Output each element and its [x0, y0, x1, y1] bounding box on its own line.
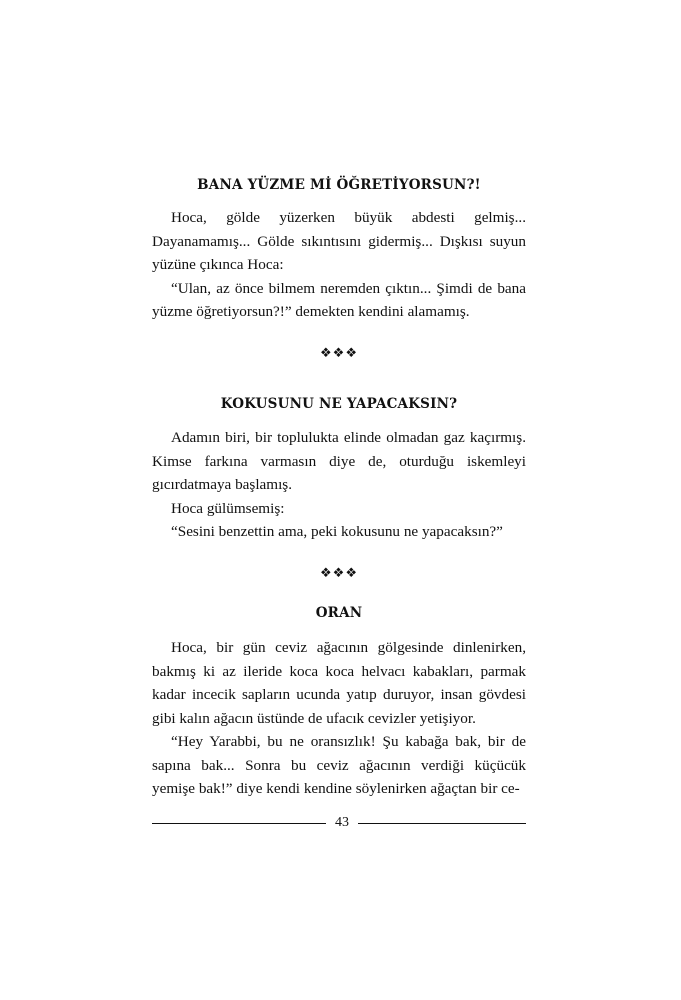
paragraph: “Ulan, az önce bilmem neremden çıktın... Şimdi de bana yüzme öğretiyorsun?!” demekten kendini alamamış.	[152, 279, 526, 320]
section-title-3: ORAN	[315, 605, 363, 621]
page-number: 43	[335, 815, 349, 830]
section-body-3	[152, 636, 526, 801]
page-footer	[152, 812, 526, 836]
footer-rule-left	[152, 823, 326, 824]
ornament-separator: ❖❖❖	[320, 345, 358, 360]
paragraph: Hoca, bir gün ceviz ağacının gölgesinde dinlenirken, bakmış ki az ileride koca koca helvacı kabakları, parmak kadar incecik sapların ucunda yatıp duruyor, insan gövdesi gibi kalın ağacın üstünde de ufacık cevizler yetişiyor.	[152, 639, 526, 727]
paragraph: “Sesini benzettin ama, peki kokusunu ne yapacaksın?”	[171, 523, 503, 540]
paragraph: Adamın biri, bir toplulukta elinde olmadan gaz kaçırmış. Kimse farkına varmasın diye de, oturduğu iskemleyi gıcırdatmaya başlamış.	[152, 429, 526, 493]
ornament-separator: ❖❖❖	[320, 565, 358, 580]
footer-rule-right	[358, 823, 526, 824]
section-body-1	[152, 206, 526, 324]
section-body-2	[152, 426, 526, 544]
book-page	[152, 0, 526, 1000]
paragraph: “Hey Yarabbi, bu ne oransızlık! Şu kabağa bak, bir de sapına bak... Sonra bu ceviz ağacının verdiği küçücük yemişe bak!” diye kendi kendine söylenirken ağaçtan bir ce-	[152, 733, 526, 797]
paragraph: Hoca gülümsemiş:	[171, 499, 285, 517]
paragraph: Hoca, gölde yüzerken büyük abdesti gelmiş... Dayanamamış... Gölde sıkıntısını gidermiş... Dışkısı suyun yüzüne çıkınca Hoca:	[152, 209, 526, 273]
section-title-1: BANA YÜZME Mİ ÖĞRETİYORSUN?!	[197, 177, 481, 193]
section-title-2: KOKUSUNU NE YAPACAKSIN?	[220, 396, 458, 412]
